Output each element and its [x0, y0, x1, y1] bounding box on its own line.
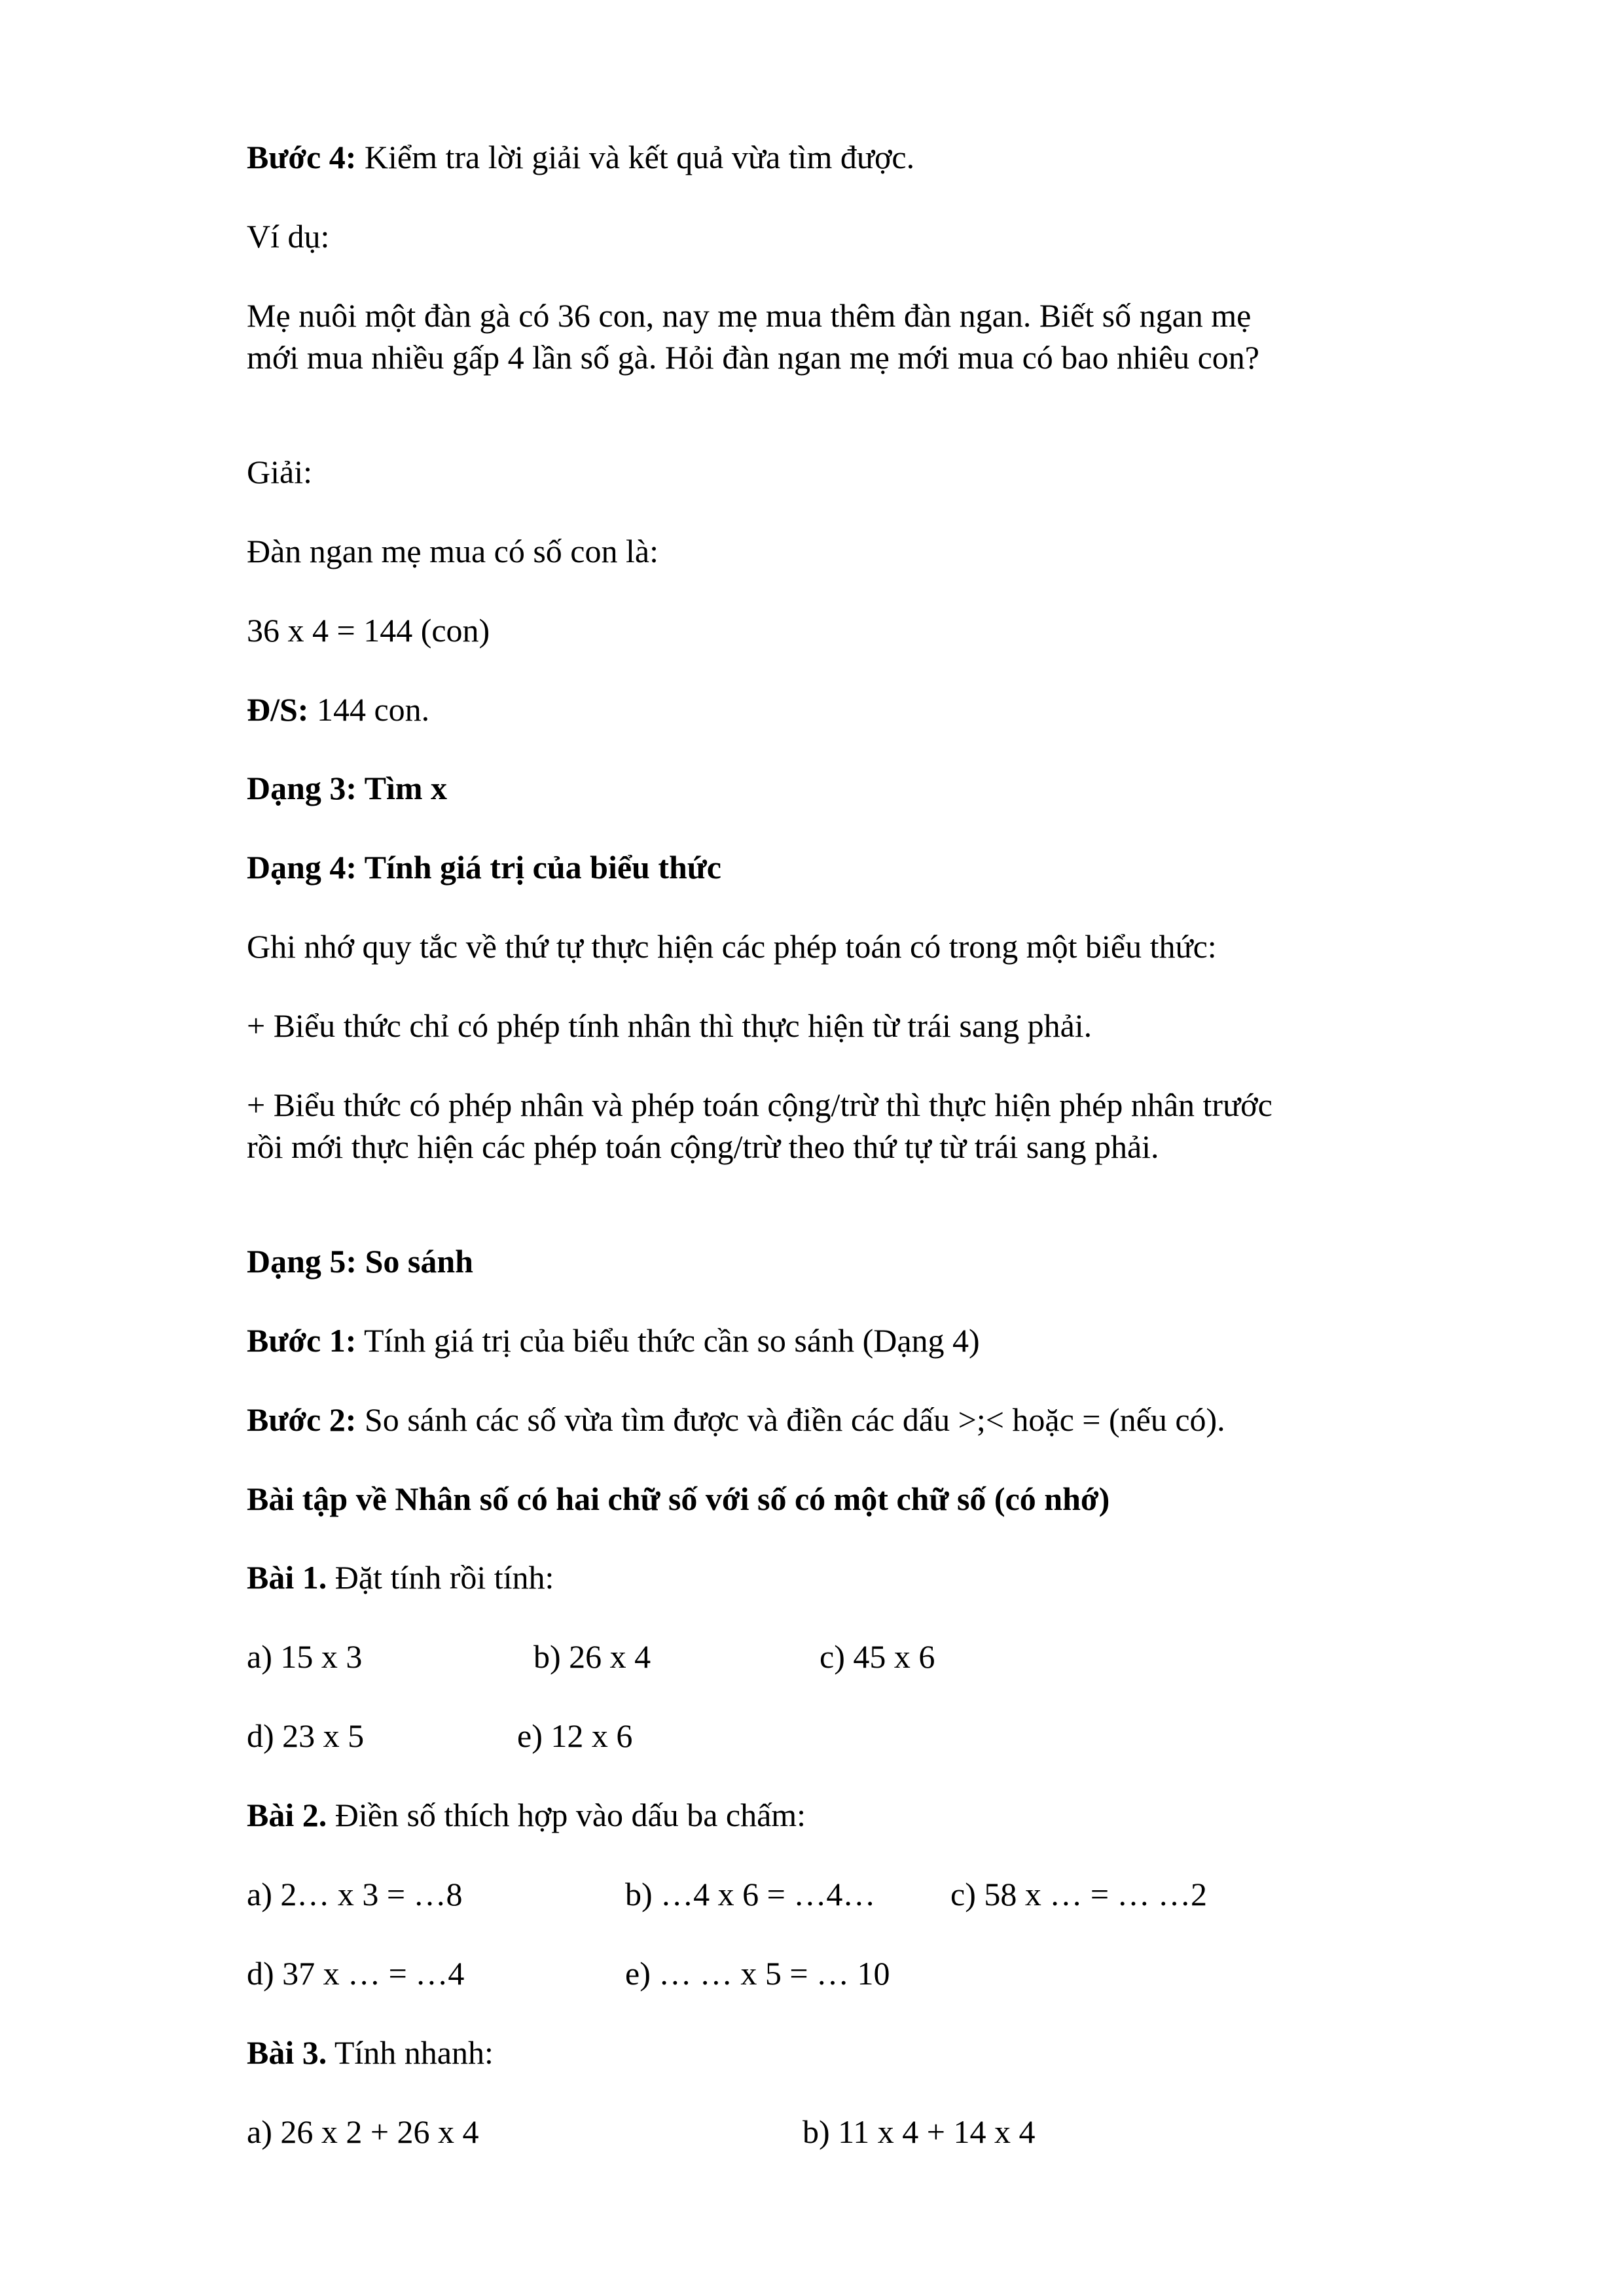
compare-step-2 — [247, 1399, 1225, 1441]
bai1-heading — [247, 1556, 554, 1598]
problem-line-2: mới mua nhiều gấp 4 lần số gà. Hỏi đàn ngan mẹ mới mua có bao nhiêu con? — [247, 339, 1259, 376]
answer-line — [247, 689, 429, 730]
bai2-item-e: e) … … x 5 = … 10 — [625, 1955, 890, 1992]
bai2-label: Bài 2. — [247, 1797, 327, 1833]
answer-label: Đ/S: — [247, 691, 309, 728]
bai1-item-d: d) 23 x 5 — [247, 1717, 365, 1754]
bai2-item-d: d) 37 x … = …4 — [247, 1955, 465, 1992]
rule-2-line-1: + Biểu thức có phép nhân và phép toán cộng/trừ thì thực hiện phép nhân trước — [247, 1086, 1272, 1123]
solution-line: Đàn ngan mẹ mua có số con là: — [247, 533, 659, 569]
dang5-heading: Dạng 5: So sánh — [247, 1243, 473, 1280]
solution-label: Giải: — [247, 454, 312, 490]
bai2-item-b: b) …4 x 6 = …4… — [625, 1876, 876, 1912]
compare-step-1 — [247, 1319, 980, 1361]
dang4-heading: Dạng 4: Tính giá trị của biểu thức — [247, 849, 721, 886]
compare-step-1-text: Tính giá trị của biểu thức cần so sánh (Dạng 4) — [356, 1322, 980, 1359]
compare-step-1-label: Bước 1: — [247, 1322, 357, 1359]
compare-step-2-text: So sánh các số vừa tìm được và điền các dấu >;< hoặc = (nếu có). — [356, 1401, 1225, 1438]
bai2-text: Điền số thích hợp vào dấu ba chấm: — [327, 1797, 806, 1833]
rule-2-line-2: rồi mới thực hiện các phép toán cộng/trừ theo thứ tự từ trái sang phải. — [247, 1128, 1159, 1165]
bai3-heading — [247, 2032, 494, 2073]
dang3-heading: Dạng 3: Tìm x — [247, 770, 448, 806]
bai2-heading — [247, 1794, 806, 1836]
problem-line-1: Mẹ nuôi một đàn gà có 36 con, nay mẹ mua thêm đàn ngan. Biết số ngan mẹ — [247, 297, 1252, 334]
bai3-item-a: a) 26 x 2 + 26 x 4 — [247, 2113, 479, 2150]
bai1-item-c: c) 45 x 6 — [820, 1638, 935, 1675]
rule-1: + Biểu thức chỉ có phép tính nhân thì thực hiện từ trái sang phải. — [247, 1007, 1092, 1044]
bai3-text: Tính nhanh: — [327, 2034, 494, 2071]
bai1-item-b: b) 26 x 4 — [533, 1638, 651, 1675]
calculation: 36 x 4 = 144 (con) — [247, 612, 490, 649]
step4-line — [247, 136, 914, 178]
compare-step-2-label: Bước 2: — [247, 1401, 357, 1438]
bai2-item-a: a) 2… x 3 = …8 — [247, 1876, 463, 1912]
bai3-item-b: b) 11 x 4 + 14 x 4 — [803, 2113, 1036, 2150]
bai1-text: Đặt tính rồi tính: — [327, 1559, 554, 1596]
bai1-item-a: a) 15 x 3 — [247, 1638, 363, 1675]
bai2-item-c: c) 58 x … = … …2 — [950, 1876, 1208, 1912]
exercises-title: Bài tập về Nhân số có hai chữ số với số có một chữ số (có nhớ) — [247, 1480, 1110, 1517]
rule-intro: Ghi nhớ quy tắc về thứ tự thực hiện các phép toán có trong một biểu thức: — [247, 928, 1217, 965]
example-label: Ví dụ: — [247, 218, 330, 255]
bai3-label: Bài 3. — [247, 2034, 327, 2071]
answer-text: 144 con. — [308, 691, 430, 728]
bai1-item-e: e) 12 x 6 — [517, 1717, 633, 1754]
step4-label: Bước 4: — [247, 139, 357, 175]
step4-text: Kiểm tra lời giải và kết quả vừa tìm được. — [356, 139, 915, 175]
bai1-label: Bài 1. — [247, 1559, 327, 1596]
